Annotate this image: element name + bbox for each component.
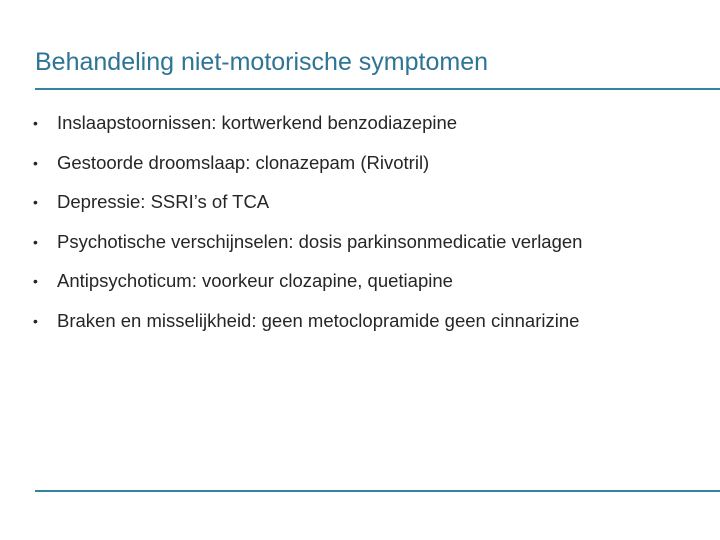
bullet-text: Gestoorde droomslaap: clonazepam (Rivotril) <box>57 151 430 173</box>
bullet-marker: • <box>33 115 38 131</box>
bullet-item <box>33 227 582 267</box>
bullet-marker: • <box>33 154 38 171</box>
bullet-item <box>33 306 582 346</box>
bullet-text: Inslaapstoornissen: kortwerkend benzodiazepine <box>57 112 458 133</box>
footer-divider <box>35 490 720 492</box>
bullet-text: Psychotische verschijnselen: dosis parkinsonmedicatie verlagen <box>57 230 583 252</box>
bullet-item <box>33 148 582 188</box>
bullet-text: Antipsychoticum: voorkeur clozapine, quetiapine <box>57 270 453 292</box>
bullet-marker: • <box>33 312 38 329</box>
slide-title: Behandeling niet-motorische symptomen <box>35 48 489 76</box>
bullet-list <box>33 108 582 346</box>
bullet-item <box>33 266 582 306</box>
bullet-item <box>33 108 582 148</box>
bullet-text: Depressie: SSRI’s of TCA <box>57 191 270 213</box>
bullet-text: Braken en misselijkheid: geen metoclopramide geen cinnarizine <box>57 309 580 331</box>
title-divider <box>35 88 720 90</box>
bullet-marker: • <box>33 194 38 211</box>
bullet-item <box>33 187 582 227</box>
bullet-marker: • <box>33 233 38 250</box>
bullet-marker: • <box>33 273 38 290</box>
